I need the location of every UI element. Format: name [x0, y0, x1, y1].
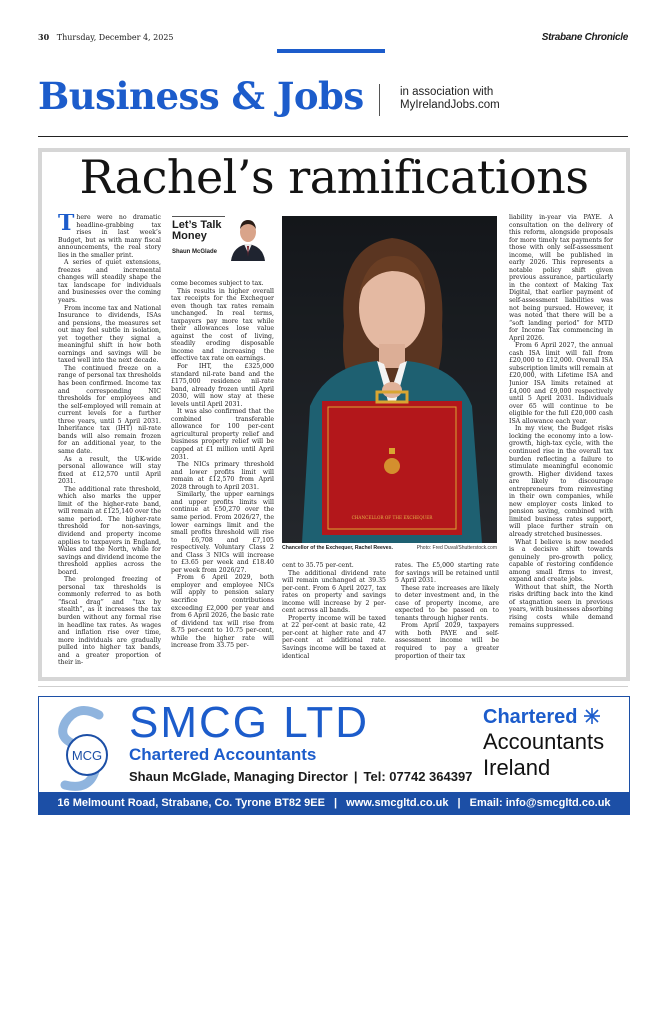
- bar-separator: |: [334, 797, 338, 809]
- budget-box-inscription: CHANCELLOR OF THE EXCHEQUER: [351, 515, 433, 520]
- section-divider: [379, 84, 380, 116]
- page-number: 30: [38, 32, 50, 42]
- contact-separator: |: [353, 769, 358, 784]
- paragraph: For IHT, the £325,000 standard nil-rate band and the £175,000 residence nil-rate band, already frozen until April 2030, will now stay at these levels until April 2031.: [171, 363, 274, 408]
- column-label-box: [172, 216, 271, 263]
- masthead: [38, 32, 628, 46]
- paragraph: cent to 35.75 per-cent.: [282, 562, 354, 569]
- bar-separator: |: [457, 797, 461, 809]
- paragraph: From 6 April 2027, the annual cash ISA limit will fall from £20,000 to £12,000. Overall ISA subscription limits will remain at £20,000, with Lifetime ISA and Junior ISA limits retained at £4,000 and £9,000 respectively until 5 April 2031. Individuals over 65 will continue to be eligible for the full £20,000 cash ISA allowance each year.: [509, 342, 613, 425]
- paragraph: What I believe is now needed is a decisive shift towards genuinely pro-growth policy, capable of restoring confidence among small firms to invest, expand and create jobs.: [509, 538, 613, 584]
- article-headline: Rachel’s ramifications: [79, 150, 589, 204]
- cai-ireland: Ireland: [483, 755, 551, 780]
- paragraph: Property income will be taxed at 22 per-cent at basic rate, 42 per-cent at higher rate and 47 per-cent at additional rate. Savings income will be taxed at identical: [282, 614, 386, 660]
- association-line-1: in association with: [400, 86, 494, 98]
- article-column-1: [58, 214, 161, 669]
- section-title: Business & Jobs: [38, 74, 364, 118]
- paragraph: From 6 April 2029, both employer and employee NICs will apply to pension salary sacrifice contributions exceeding £2,000 per year and from 6 April 2026, the basic rate of dividend tax will rise from 8.75 per-cent to 10.75 per-cent, while the higher rate will increase from 33.75 per-: [171, 574, 274, 650]
- paragraph: It was also confirmed that the combined transferable allowance for 100 per-cent agricultural property relief and business property relief will be capped at £1 million until April 2031.: [171, 408, 274, 461]
- article-column-4: [395, 562, 499, 670]
- caption-text: Chancellor of the Exchequer, Rachel Reeves.: [282, 545, 393, 551]
- column-label-title: Let’s Talk Money: [172, 219, 222, 242]
- chartered-accountants-ireland-logo: [483, 706, 623, 781]
- paragraph: The prolonged freezing of personal tax thresholds is commonly referred to as both “fiscal drag” and “tax by stealth”, as it increases the tax burden without any formal rise in headline tax rates. As wages and inflation rise over time, more individuals are gradually pulled into higher tax bands, and a greater proportion of their in-: [58, 576, 161, 667]
- advert-address: 16 Melmount Road, Strabane, Co. Tyrone BT82 9EE: [57, 797, 325, 809]
- article-column-2: [171, 280, 274, 670]
- paragraph: From income tax and National Insurance to dividends, ISAs and pensions, the measures set out may feel subtle in isolation, yet together they signal a meaningful shift in how both earnings and savings will be taxed well into the next decade.: [58, 304, 161, 365]
- association-link[interactable]: MyIrelandJobs.com: [400, 99, 500, 111]
- advert-company-name: SMCG LTD: [129, 698, 370, 747]
- article-photo: [282, 216, 497, 543]
- paragraph: Without that shift, the North risks drifting back into the kind of stagnation seen in previous years, with businesses absorbing rising costs while demand remains suppressed.: [509, 583, 613, 629]
- advert-email-link[interactable]: Email: info@smcgltd.co.uk: [469, 797, 611, 809]
- paragraph: liability in-year via PAYE. A consultation on the delivery of this reform, alongside proposals for more timely tax payments for those with only self-assessment income, will be published in early 2026. This represents a notable policy shift given previous assurance, particularly in the context of Making Tax Digital, that earlier payment of self-assessment liabilities was not being pursued. However, it was noted that there will be a “soft landing period” for MTD for Income Tax commencing in April 2026.: [509, 214, 613, 342]
- photo-caption: [282, 545, 497, 555]
- advert-subtitle: Chartered Accountants: [129, 745, 317, 764]
- cai-chartered: Chartered: [483, 706, 578, 728]
- paragraph: The NICs primary threshold and lower profits limit will remain at £12,570 from April 2028 through to April 2031.: [171, 461, 274, 491]
- publication-name: Strabane Chronicle: [541, 32, 628, 43]
- author-headshot: [225, 213, 271, 261]
- paragraph: As a result, the UK-wide personal allowance will stay fixed at £12,570 until April 2031.: [58, 455, 161, 486]
- paragraph: Similarly, the upper earnings and upper profits limits will continue at £50,270 over the same period. From 2026/27, the lower earnings limit and the small profits threshold will rise to £6,708 and £7,105 respectively. Voluntary Class 2 and Class 3 NICs will increase to £3.65 per week and £18.40 per week from 2026/27.: [171, 491, 274, 574]
- paragraph: come becomes subject to tax.: [171, 280, 264, 287]
- issue-date: Thursday, December 4, 2025: [56, 33, 174, 42]
- cai-line-1: [483, 706, 623, 729]
- header-rule: [38, 136, 628, 137]
- article-column-3: [282, 562, 386, 670]
- advert-contact: [129, 769, 472, 784]
- photo-credit: Photo: Fred Duval/Shutterstock.com: [416, 545, 497, 551]
- smcg-advert[interactable]: [38, 696, 630, 815]
- cai-accountants: Accountants: [483, 729, 605, 754]
- logo-text: MCG: [71, 748, 103, 763]
- association-text: [400, 86, 500, 112]
- starburst-icon: [583, 707, 601, 725]
- advert-website-link[interactable]: www.smcgltd.co.uk: [346, 797, 449, 809]
- contact-name: Shaun McGlade, Managing Director: [129, 769, 348, 784]
- column-author: Shaun McGlade: [172, 249, 218, 255]
- section-tab-marker: [277, 49, 385, 53]
- advert-separator: [38, 686, 628, 687]
- paragraph: rates. The £5,000 starting rate for savings will be retained until 5 April 2031.: [395, 562, 499, 585]
- contact-phone[interactable]: Tel: 07742 364397: [363, 769, 473, 784]
- smcg-logo-icon: [47, 705, 127, 793]
- article-column-5: [509, 214, 613, 670]
- paragraph: The continued freeze on a range of personal tax thresholds has been confirmed. Income tax and corresponding NIC thresholds for employees and the self-employed will remain at current levels for a further three years, until 5 April 2031. Inheritance tax (IHT) nil-rate bands will also remain frozen for an additional year, to the same date.: [58, 364, 161, 455]
- paragraph: The additional rate threshold, which also marks the upper limit of the higher-rate band, will remain at £125,140 over the same period. The higher-rate threshold for non-savings, dividend and property income applies to taxpayers in England, Wales and the North, while for savings and dividend income the threshold applies across the board.: [58, 485, 161, 576]
- advert-contact-bar: [39, 792, 629, 814]
- paragraph: There were no dramatic headline-grabbing tax rises in last week’s Budget, but as with many fiscal announcements, the real story lies in the smaller print.: [58, 214, 161, 259]
- paragraph: In my view, the Budget risks locking the economy into a low-growth, high-tax cycle, with the continued rise in the overall tax burden reflecting a failure to stimulate meaningful economic growth. Higher dividend taxes are likely to discourage entrepreneurs from reinvesting in their own companies, while new employer costs linked to pension saving, combined with limited business rates support, will place further strain on already stretched businesses.: [509, 425, 613, 538]
- paragraph: From April 2029, taxpayers with both PAYE and self-assessment income will be required to pay a greater proportion of their tax: [395, 622, 499, 660]
- paragraph: These rate increases are likely to deter investment and, in the case of property income, are expected to be passed on to tenants through higher rents.: [395, 584, 499, 622]
- paragraph: A series of quiet extensions, freezes and incremental changes will steadily shape the tax landscape for individuals and businesses over the coming years.: [58, 259, 161, 305]
- paragraph: This results in higher overall tax receipts for the Exchequer even though tax rates remain unchanged. In real terms, taxpayers pay more tax while their allowances lose value against the cost of living, steadily eroding disposable income and increasing the effective tax rate on earnings.: [171, 287, 274, 363]
- paragraph: The additional dividend rate will remain unchanged at 39.35 per-cent. From 6 April 2027, tax rates on property and savings income will increase by 2 per-cent across all bands.: [282, 569, 386, 615]
